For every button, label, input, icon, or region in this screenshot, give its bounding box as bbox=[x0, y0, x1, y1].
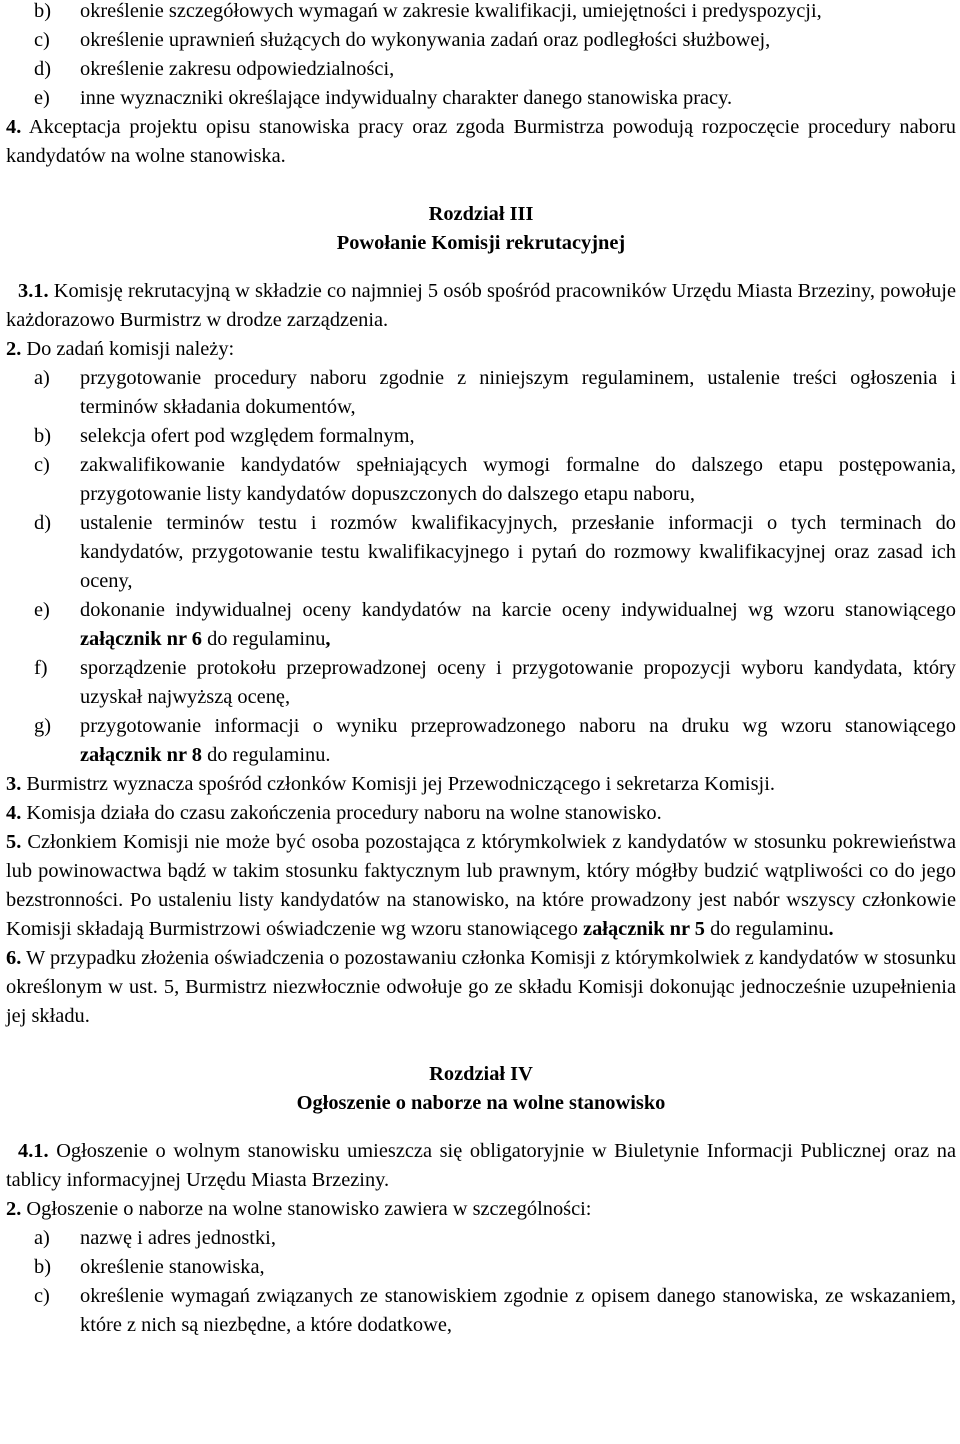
list-text-part: do regulaminu bbox=[201, 628, 326, 650]
paragraph bbox=[6, 770, 956, 799]
list-label: b) bbox=[34, 0, 51, 22]
paragraph bbox=[6, 828, 956, 944]
list-item bbox=[6, 712, 956, 770]
list-label: e) bbox=[34, 599, 50, 621]
list-text: określenie stanowiska, bbox=[80, 1256, 265, 1278]
list-text-part: przygotowanie informacji o wyniku przeprowadzonego naboru na druku wg wzoru stanowiącego bbox=[80, 715, 956, 737]
paragraph-number: 3. bbox=[6, 773, 22, 795]
chapter-title: Rozdział IV bbox=[429, 1063, 533, 1085]
document-page bbox=[6, 0, 956, 1340]
attachment-reference: załącznik nr 8 bbox=[80, 744, 202, 766]
paragraph-number: 2. bbox=[6, 338, 22, 360]
paragraph bbox=[6, 1195, 956, 1224]
list-item bbox=[6, 654, 956, 712]
list-label: c) bbox=[34, 454, 50, 476]
list-label: c) bbox=[34, 1285, 50, 1307]
list-item bbox=[6, 451, 956, 509]
paragraph bbox=[6, 335, 956, 364]
list-item bbox=[6, 55, 956, 84]
list-text: selekcja ofert pod względem formalnym, bbox=[80, 425, 415, 447]
list-item bbox=[6, 1282, 956, 1340]
list-text-part: , bbox=[325, 628, 331, 650]
paragraph-text: Ogłoszenie o wolnym stanowisku umieszcza się obligatoryjnie w Biuletynie Informacji Publicznej oraz na tablicy informacyjnej Urzędu Miasta Brzeziny. bbox=[6, 1140, 956, 1191]
paragraph-number: 2. bbox=[6, 1198, 22, 1220]
list-text bbox=[80, 712, 956, 770]
list-label: a) bbox=[34, 367, 50, 389]
list-item bbox=[6, 422, 956, 451]
paragraph-number: 4. bbox=[6, 802, 22, 824]
list-label: g) bbox=[34, 715, 51, 737]
list-text-part: dokonanie indywidualnej oceny kandydatów na karcie oceny indywidualnej wg wzoru stanowiącego bbox=[80, 599, 956, 621]
list-text bbox=[80, 596, 956, 654]
paragraph bbox=[6, 944, 956, 1031]
paragraph bbox=[6, 1137, 956, 1195]
paragraph-text: Członkiem Komisji nie może być osoba pozostająca z którymkolwiek z kandydatów w stosunku pokrewieństwa lub powinowactwa bądź w takim stosunku faktycznym lub prawnym, który mógłby budzić wątpliwości co do jego bezstronności. Po ustaleniu listy kandydatów na stanowisko, na które prowadzony jest nabór wszyscy członkowie Komisji składają Burmistrzowi oświadczenie wg wzoru stanowiącego bbox=[6, 831, 956, 940]
paragraph-text: Burmistrz wyznacza spośród członków Komisji jej Przewodniczącego i sekretarza Komisji. bbox=[21, 773, 775, 795]
list-item bbox=[6, 1224, 956, 1253]
paragraph bbox=[6, 277, 956, 335]
chapter-title: Rozdział III bbox=[428, 203, 534, 225]
paragraph bbox=[6, 799, 956, 828]
chapter-subtitle: Powołanie Komisji rekrutacyjnej bbox=[336, 232, 626, 254]
list-text: zakwalifikowanie kandydatów spełniających wymogi formalne do dalszego etapu postępowania, przygotowanie listy kandydatów dopuszczonych do dalszego etapu naboru, bbox=[80, 454, 956, 505]
list-text: określenie uprawnień służących do wykonywania zadań oraz podległości służbowej, bbox=[80, 29, 771, 51]
paragraph-text: Do zadań komisji należy: bbox=[21, 338, 235, 360]
paragraph-text: W przypadku złożenia oświadczenia o pozostawaniu członka Komisji z którymkolwiek z kandydatów w stosunku określonym w ust. 5, Burmistrz niezwłocznie odwołuje go ze składu Komisji dokonując jednocześnie uzupełnienia jej składu. bbox=[6, 947, 957, 1027]
paragraph bbox=[6, 113, 956, 171]
paragraph-number: 4. bbox=[6, 116, 22, 138]
paragraph-number: 3.1. bbox=[18, 280, 49, 302]
paragraph-text: do regulaminu bbox=[705, 918, 829, 940]
list-label: b) bbox=[34, 1256, 51, 1278]
paragraph-text: Akceptacja projektu opisu stanowiska pracy oraz zgoda Burmistrza powodują rozpoczęcie procedury naboru kandydatów na wolne stanowiska. bbox=[6, 116, 956, 167]
paragraph-number: 6. bbox=[6, 947, 22, 969]
list-text: ustalenie terminów testu i rozmów kwalifikacyjnych, przesłanie informacji o tych terminach do kandydatów, przygotowanie testu kwalifikacyjnego i pytań do rozmowy kwalifikacyjnej oraz zasad ich oceny, bbox=[80, 512, 956, 592]
list-label: f) bbox=[34, 657, 48, 679]
list-label: b) bbox=[34, 425, 51, 447]
list-label: c) bbox=[34, 29, 50, 51]
list-text: sporządzenie protokołu przeprowadzonej oceny i przygotowanie propozycji wyboru kandydata, który uzyskał najwyższą ocenę, bbox=[80, 657, 956, 708]
list-label: e) bbox=[34, 87, 50, 109]
list-text: przygotowanie procedury naboru zgodnie z niniejszym regulaminem, ustalenie treści ogłoszenia i terminów składania dokumentów, bbox=[80, 367, 956, 418]
paragraph-text: Komisję rekrutacyjną w składzie co najmniej 5 osób spośród pracowników Urzędu Miasta Brzeziny, powołuje każdorazowo Burmistrz w drodze zarządzenia. bbox=[6, 280, 956, 331]
list-item bbox=[6, 364, 956, 422]
paragraph-text: Ogłoszenie o naborze na wolne stanowisko zawiera w szczególności: bbox=[21, 1198, 592, 1220]
attachment-reference: załącznik nr 6 bbox=[80, 628, 202, 650]
list-text-part: do regulaminu. bbox=[201, 744, 331, 766]
list-text: określenie wymagań związanych ze stanowiskiem zgodnie z opisem danego stanowiska, ze wskazaniem, które z nich są niezbędne, a które dodatkowe, bbox=[80, 1285, 956, 1336]
list-item bbox=[6, 26, 956, 55]
paragraph-text: . bbox=[828, 918, 834, 940]
list-label: a) bbox=[34, 1227, 50, 1249]
paragraph-number: 5. bbox=[6, 831, 22, 853]
paragraph-number: 4.1. bbox=[18, 1140, 49, 1162]
list-item bbox=[6, 596, 956, 654]
list-text: inne wyznaczniki określające indywidualny charakter danego stanowiska pracy. bbox=[80, 87, 733, 109]
attachment-reference: załącznik nr 5 bbox=[583, 918, 705, 940]
list-text: określenie zakresu odpowiedzialności, bbox=[80, 58, 395, 80]
paragraph-text: Komisja działa do czasu zakończenia procedury naboru na wolne stanowisko. bbox=[21, 802, 662, 824]
list-text: nazwę i adres jednostki, bbox=[80, 1227, 276, 1249]
list-text: określenie szczegółowych wymagań w zakresie kwalifikacji, umiejętności i predyspozycji, bbox=[80, 0, 822, 22]
list-item bbox=[6, 0, 956, 26]
list-item bbox=[6, 84, 956, 113]
list-item bbox=[6, 1253, 956, 1282]
list-label: d) bbox=[34, 512, 51, 534]
list-label: d) bbox=[34, 58, 51, 80]
list-item bbox=[6, 509, 956, 596]
chapter-subtitle: Ogłoszenie o naborze na wolne stanowisko bbox=[296, 1092, 666, 1114]
